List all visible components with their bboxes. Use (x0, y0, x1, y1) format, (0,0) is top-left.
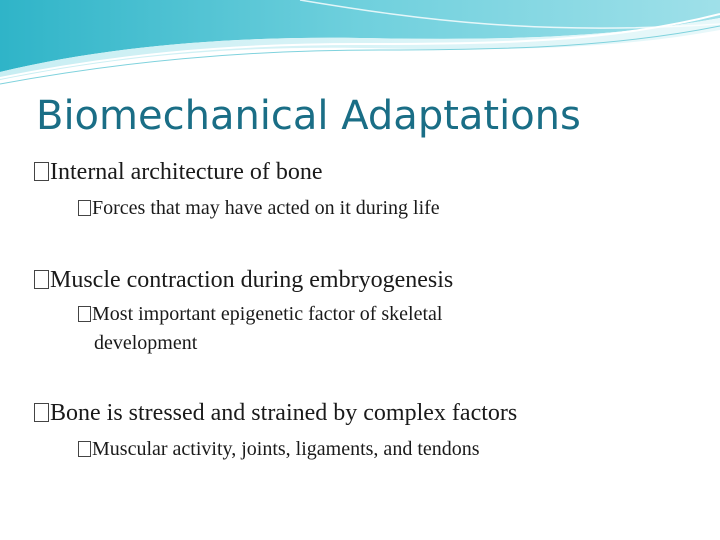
missing-glyph-bullet-icon (34, 270, 49, 289)
sub-bullet-text: Forces that may have acted on it during life (92, 197, 440, 219)
bullet-text: Bone is stressed and strained by complex factors (50, 400, 518, 426)
sub-bullet-text-line1: Most important epigenetic factor of skeletal (92, 303, 443, 325)
bullet-item (34, 398, 517, 428)
sub-bullet-text-line2: development (94, 332, 198, 354)
bullet-text: Muscle contraction during embryogenesis (50, 267, 454, 293)
slide-title: Biomechanical Adaptations (36, 93, 581, 139)
bullet-text: Internal architecture of bone (50, 159, 323, 185)
bullet-item (34, 265, 453, 295)
bullet-item (34, 157, 323, 187)
sub-bullet-item (78, 300, 442, 358)
missing-glyph-bullet-icon (78, 441, 91, 457)
wave-header-decoration (0, 0, 720, 90)
sub-bullet-text: Muscular activity, joints, ligaments, and tendons (92, 438, 480, 460)
missing-glyph-bullet-icon (78, 306, 91, 322)
missing-glyph-bullet-icon (34, 162, 49, 181)
missing-glyph-bullet-icon (78, 200, 91, 216)
sub-bullet-item (78, 435, 480, 464)
sub-bullet-item (78, 194, 440, 223)
missing-glyph-bullet-icon (34, 403, 49, 422)
